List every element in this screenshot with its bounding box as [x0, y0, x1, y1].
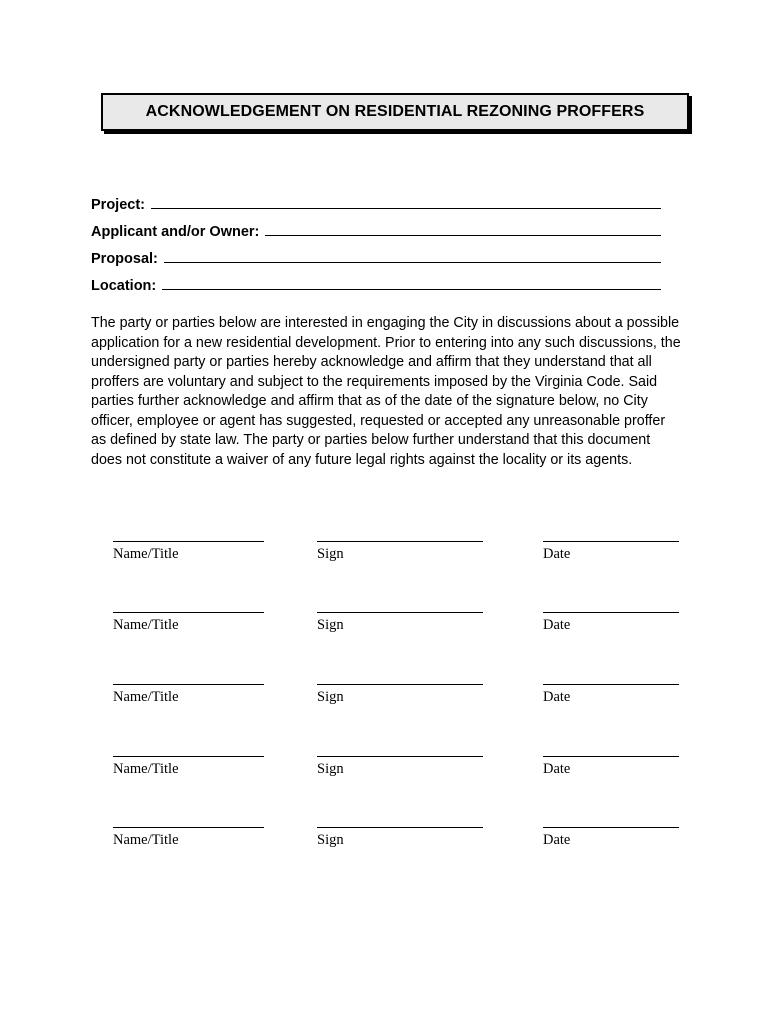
sign-cell[interactable] [317, 827, 483, 849]
sign-label: Sign [317, 689, 344, 705]
signature-row [0, 612, 770, 652]
date-cell[interactable] [543, 684, 679, 706]
name-title-label: Name/Title [113, 689, 179, 705]
name-title-line [113, 827, 264, 828]
date-line [543, 684, 679, 685]
location-label: Location: [91, 278, 157, 294]
date-line [543, 612, 679, 613]
name-title-cell[interactable] [113, 756, 264, 778]
sign-line [317, 756, 483, 757]
date-label: Date [543, 761, 571, 777]
title-box [101, 93, 689, 131]
name-title-label: Name/Title [113, 832, 179, 848]
date-label: Date [543, 546, 571, 562]
name-title-label: Name/Title [113, 761, 179, 777]
sign-cell[interactable] [317, 684, 483, 706]
sign-line [317, 827, 483, 828]
sign-line [317, 612, 483, 613]
date-cell[interactable] [543, 612, 679, 634]
name-title-line [113, 684, 264, 685]
form-fields [91, 186, 661, 294]
sign-cell[interactable] [317, 612, 483, 634]
date-cell[interactable] [543, 541, 679, 563]
applicant-label: Applicant and/or Owner: [91, 224, 260, 240]
name-title-label: Name/Title [113, 546, 179, 562]
date-line [543, 541, 679, 542]
project-field [91, 186, 661, 213]
proposal-label: Proposal: [91, 251, 158, 267]
date-cell[interactable] [543, 827, 679, 849]
name-title-cell[interactable] [113, 612, 264, 634]
name-title-cell[interactable] [113, 541, 264, 563]
date-cell[interactable] [543, 756, 679, 778]
signature-row [0, 541, 770, 581]
sign-line [317, 541, 483, 542]
name-title-cell[interactable] [113, 684, 264, 706]
location-field [91, 267, 661, 294]
sign-label: Sign [317, 546, 344, 562]
sign-label: Sign [317, 832, 344, 848]
signature-row [0, 684, 770, 724]
document-title: ACKNOWLEDGEMENT ON RESIDENTIAL REZONING PROFFERS [145, 103, 645, 120]
project-label: Project: [91, 197, 145, 213]
name-title-cell[interactable] [113, 827, 264, 849]
proposal-field [91, 240, 661, 267]
applicant-field [91, 213, 661, 240]
date-label: Date [543, 689, 571, 705]
sign-cell[interactable] [317, 541, 483, 563]
sign-line [317, 684, 483, 685]
applicant-input-line[interactable] [265, 221, 661, 236]
location-input-line[interactable] [162, 275, 661, 290]
name-title-line [113, 541, 264, 542]
date-label: Date [543, 832, 571, 848]
date-line [543, 756, 679, 757]
sign-cell[interactable] [317, 756, 483, 778]
date-label: Date [543, 617, 571, 633]
name-title-label: Name/Title [113, 617, 179, 633]
sign-label: Sign [317, 761, 344, 777]
signature-row [0, 756, 770, 796]
name-title-line [113, 756, 264, 757]
name-title-line [113, 612, 264, 613]
date-line [543, 827, 679, 828]
acknowledgement-paragraph: The party or parties below are interested in engaging the City in discussions about a possible application for a new residential development. Prior to entering into any such discussions, the undersigned party or parties hereby acknowledge and affirm that they understand that all proffers are voluntary and subject to the requirements imposed by the Virginia Code. Said parties further acknowledge and affirm that as of the date of the signature below, no City officer, employee or agent has suggested, requested or accepted any unreasonable proffer as defined by state law. The party or parties below further understand that this document does not constitute a waiver of any future legal rights against the locality or its agents. [91, 315, 681, 468]
project-input-line[interactable] [151, 194, 661, 209]
sign-label: Sign [317, 617, 344, 633]
proposal-input-line[interactable] [164, 248, 661, 263]
signature-row [0, 827, 770, 867]
